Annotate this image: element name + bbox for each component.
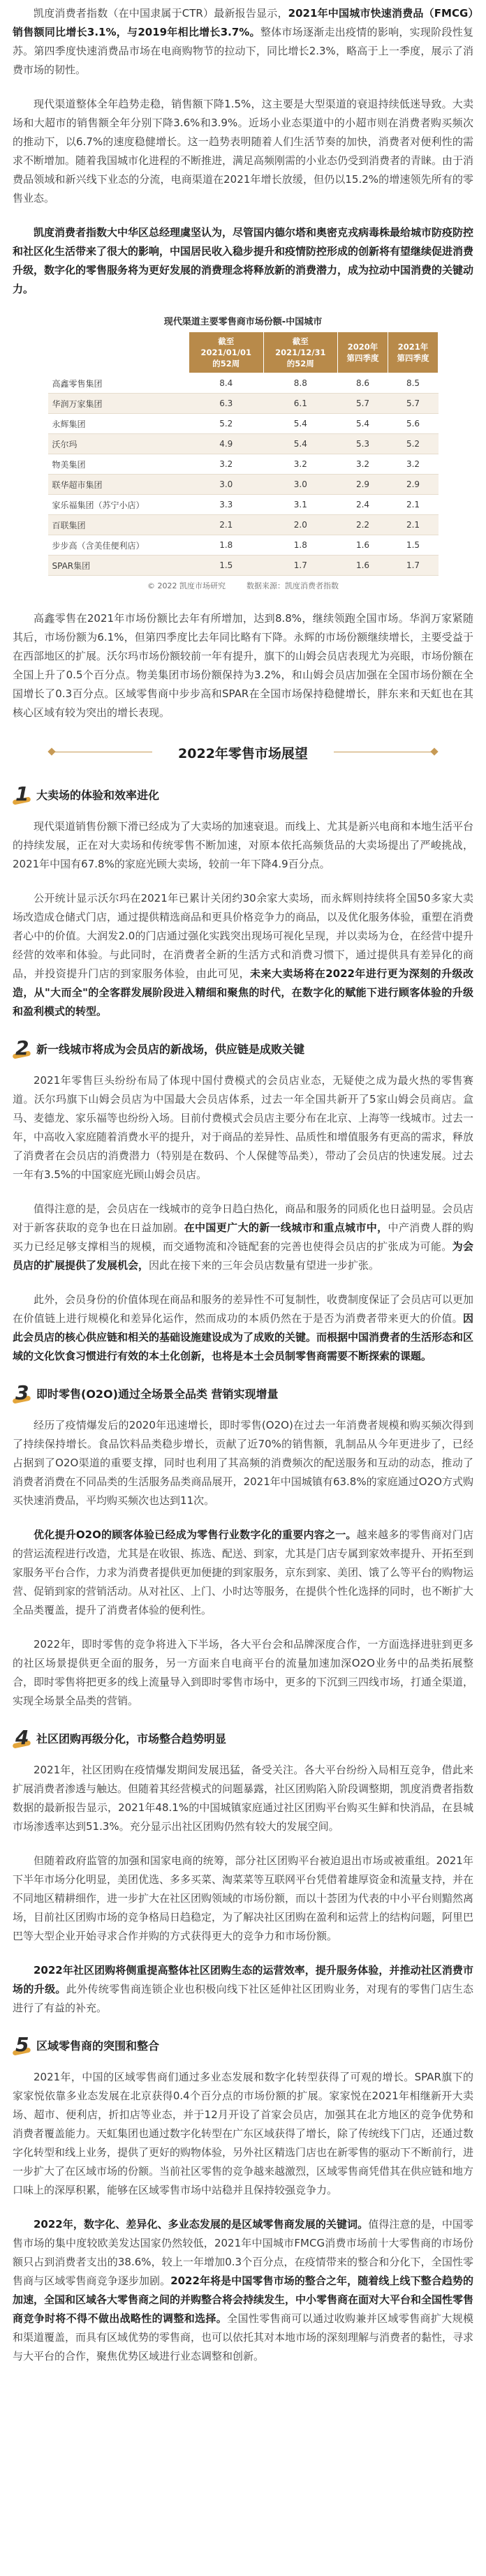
paragraph: 2022年社区团购将侧重提高整体社区团购生态的运营效率，提升服务体验，并推动社区消费市场的升级。此外传统零售商连锁企业也积极向线下社区延伸社区团购业务，对现有的零售门店生态进行了有益的补充。 — [13, 1964, 473, 2014]
share-value-cell: 2.9 — [338, 475, 388, 495]
subsection-heading-2 — [13, 1038, 473, 1059]
share-value-cell: 1.6 — [338, 556, 388, 576]
intro-paragraph-3: 凯度消费者指数大中华区总经理虞坚认为，尽管国内德尔塔和奥密克戎病毒株最给城市防疫防控和社区化生活带来了很大的影响，中国居民收入稳步提升和疫情防控形成的创新将有望继续促进消费升级，数字化的零售服务将为更好发展的消费理念将释放新的消费潜力，成为拉动中国消费的关键动力。 — [13, 226, 474, 295]
paragraph: 经历了疫情爆发后的2020年迅速增长，即时零售(O2O)在过去一年消费者规模和购买频次得到了持续保持增长。食品饮料品类稳步增长，贡献了近70%的销售额，乳制品从今年更进步了，已经占据到了O2O渠道的重要支撑，同时也利用了其高频的消费频次的配送服务和互动的动态，推动了消费者消费在不同品类的生活服务品类商品展开，2021年中国城镇有63.8%的家庭通过O2O方式购买快速消费品，平均购买频次也达到11次。 — [13, 1419, 473, 1507]
share-value-cell: 1.6 — [338, 535, 388, 556]
retailer-name-cell: 沃尔玛 — [48, 434, 189, 454]
share-value-cell: 2.1 — [189, 515, 264, 535]
number-badge-icon: 3 — [13, 1383, 32, 1404]
share-value-cell: 6.1 — [263, 394, 338, 414]
data-source-note: 数据来源：凯度消费者指数 — [246, 581, 339, 590]
share-value-cell: 8.8 — [263, 373, 338, 394]
subsection-heading-3 — [13, 1383, 473, 1404]
retailer-name-cell: 家乐福集团（苏宁小店） — [48, 495, 189, 515]
header-cell: 2021年 第四季度 — [388, 332, 439, 373]
table-row — [48, 475, 439, 495]
paragraph: 2021年，社区团购在疫情爆发期间发展迅猛，备受关注。各大平台纷纷入局相互竞争，借此来扩展消费者渗透与触达。但随着其经营模式的问题暴露，社区团购陷入阶段调整期，凯度消费者指数数据的最新报告显示，2021年48.1%的中国城镇家庭通过社区团购平台购买生鲜和快消品，在县城市场渗透率达到51.3%。充分显示出社区团购仍然有较大的发展空间。 — [13, 1764, 474, 1833]
paragraph: 但随着政府监管的加强和国家电商的统筹，部分社区团购平台被迫退出市场或被重组。2021年下半年市场分化明显，美团优选、多多买菜、淘菜菜等互联网平台凭借着雄厚资金和流量支持，并在不同地区精耕细作，进一步扩大在社区团购领域的市场份额，而以十荟团为代表的中小平台则黯然离场，目前社区团购市场的竞争格局日趋稳定，为了解决社区团购在盈利和运营上的结构问题，阿里巴巴等大型企业开始寻求合作并购的方式获得更大的竞争力和市场份额。 — [13, 1854, 474, 1942]
share-value-cell: 1.8 — [189, 535, 264, 556]
figure-source — [47, 580, 439, 591]
share-value-cell: 5.4 — [263, 434, 338, 454]
intro-paragraph-2: 现代渠道整体全年趋势走稳，销售额下降1.5%，这主要是大型渠道的衰退持续低迷导致。大卖场和大超市的销售额全年分别下降3.6%和3.9%。近场小业态渠道中的小超市则在消费者购买频次的推动下，以6.7%的速度稳健增长。这一趋势表明随着人们生活节奏的加快，消费者对便利性的需求不断增加。随着我国城市化进程的不断推进，满足高频刚需的小业态仍受到消费者的青睐。由于消费品领域和新兴线下业态的分流，电商渠道在2021年增长放缓，但仍以15.2%的增速领先所有的零售业态。 — [13, 98, 474, 204]
share-value-cell: 1.8 — [263, 535, 338, 556]
share-value-cell: 5.4 — [263, 414, 338, 434]
table-row — [48, 434, 439, 454]
retailer-name-cell: 高鑫零售集团 — [48, 373, 189, 394]
share-value-cell: 1.7 — [388, 556, 439, 576]
paragraph: 2022年，数字化、差异化、多业态发展的是区域零售商发展的关键词。值得注意的是，中国零售市场的集中度较欧美发达国家仍然较低，2021年中国城市FMCG消费市场前十大零售商的市场份额只占到消费者支出的38.6%，较上一年增加0.3个百分点，在疫情带来的整合和分化下，全国性零售商与区域零售商竞争逐步加剧。2022年将是中国零售市场的整合之年，随着线上线下整合趋势的加速，全国和区域各大零售商之间的并购整合将会持续发生，中小零售商在面对大平台和全国性零售商竞争时将不得不做出战略性的调整和选择。全国性零售商可以通过收购兼并区域零售商扩大规模和渠道覆盖，而具有区域优势的零售商，也可以依托其对本地市场的深刻理解与消费者的黏性，寻求与大平台的合作，聚焦优势区域进行业态调整和创新。 — [13, 2218, 474, 2362]
share-value-cell: 3.2 — [189, 454, 264, 475]
share-value-cell: 3.2 — [338, 454, 388, 475]
market-share-figure — [47, 314, 439, 591]
number-badge-icon: 2 — [13, 1038, 32, 1059]
section-title: 2022年零售市场展望 — [178, 746, 308, 761]
subsection-title: 即时零售(O2O)通过全场景全品类 营销实现增量 — [36, 1387, 279, 1401]
share-value-cell: 1.5 — [189, 556, 264, 576]
header-cell: 2020年 第四季度 — [338, 332, 388, 373]
number-badge-icon: 4 — [13, 1727, 32, 1748]
paragraph: 此外，会员身份的价值体现在商品和服务的差异性不可复制性，收费制度保证了会员店可以更加在价值链上进行规模化和差异化运作，然而成功的本质仍然在于是否为消费者带来更大的价值。因此会员店的核心供应链和相关的基础设施建设成为了成败的关键。而根据中国消费者的生活形态和区域的文化饮食习惯进行有效的本土化创新，也将是本土会员制零售商需要不断探索的课题。 — [13, 1293, 474, 1362]
share-value-cell: 3.3 — [189, 495, 264, 515]
market-share-table — [47, 332, 439, 576]
share-value-cell: 2.1 — [388, 515, 439, 535]
retailer-name-cell: 永辉集团 — [48, 414, 189, 434]
share-value-cell: 2.4 — [338, 495, 388, 515]
share-value-cell: 5.6 — [388, 414, 439, 434]
subsection-heading-1 — [13, 784, 473, 805]
share-value-cell: 8.5 — [388, 373, 439, 394]
table-row — [48, 495, 439, 515]
paragraph: 公开统计显示沃尔玛在2021年已累计关闭约30余家大卖场，而永辉则持续将全国50多家大卖场改造成仓储式门店，通过提供精选商品和更具价格竞争力的商品，以及优化服务体验，重塑在消费者心中的价值。大润发2.0的门店通过强化实践突出现场可视化呈现，并以卖场为仓，在经营中提升经营的效率和体验。与此同时，在消费者全新的生活方式和消费习惯下，通过提供具有差异化的商品，并投资提升门店的到家服务体验，由此可见，未来大卖场将在2022年进行更为深刻的升级改造，从"大而全"的全客群发展阶段进入精细和聚焦的时代，在数字化的赋能下进行顾客体验的升级和盈利模式的转型。 — [13, 892, 474, 1018]
paragraph: 2022年，即时零售的竞争将进入下半场，各大平台会和品牌深度合作，一方面选择进驻到更多的社区场景提供更全面的服务，另一方面来自电商平台的流量加速加深O2O业务中的品类拓展整合，即时零售将把更多的线上流量导入到即时零售市场中，更多的下沉到三四线市场，打通全渠道，实现全场景全品类的营销。 — [13, 1638, 474, 1707]
number-badge-icon: 5 — [13, 2034, 32, 2055]
table-row — [48, 414, 439, 434]
subsection-title: 新一线城市将成为会员店的新战场，供应链是成败关键 — [36, 1042, 305, 1056]
paragraph: 2021年，中国的区域零售商们通过多业态发展和数字化转型获得了可观的增长。SPAR旗下的家家悦依靠多业态发展在北京获得0.4个百分点的市场份额的扩展。家家悦在2021年相继新开大卖场、超市、便利店，折扣店等业态，并于12月开设了首家会员店，加强其在北方地区的竞争优势和消费者覆盖能力。天虹集团也通过数字化转型在广东区域获得了增长，除了传统线下门店，还通过数字化转型和线上业务，提供了更好的购物体验，另外社区精选门店也在新零售的驱动下不断前行，进一步扩大了在区域市场的份额。当前社区零售的竞争越来越激烈，区域零售商凭借其在供应链和地方口味上的深厚积累，能够在区域零售市场中站稳并且保持较强竞争力。 — [13, 2071, 474, 2196]
retailer-name-cell: 联华超市集团 — [48, 475, 189, 495]
share-value-cell: 6.3 — [189, 394, 264, 414]
table-row — [48, 373, 439, 394]
intro-paragraph-1: 凯度消费者指数（在中国隶属于CTR）最新报告显示，2021年中国城市快速消费品（FMCG）销售额同比增长3.1%，与2019年相比增长3.7%。整体市场逐渐走出疫情的影响，实现阶段性复苏。第四季度快速消费品市场在电商购物节的拉动下，同比增长2.3%，略高于上一季度，展示了消费市场的韧性。 — [13, 7, 473, 76]
table-row — [48, 454, 439, 475]
share-value-cell: 5.3 — [338, 434, 388, 454]
share-value-cell: 8.4 — [189, 373, 264, 394]
share-value-cell: 1.7 — [263, 556, 338, 576]
section-banner — [13, 738, 473, 766]
paragraph: 现代渠道销售份额下滑已经成为了大卖场的加速衰退。而线上、尤其是新兴电商和本地生活平台的持续发展，正在对大卖场和传统零售不断加速，对原本依托高频货品的大卖场提出了严峻挑战，2021年中国有67.8%的家庭光顾大卖场，较前一年下降4.9百分点。 — [13, 820, 474, 870]
subsection-title: 区域零售商的突围和整合 — [36, 2039, 160, 2053]
share-value-cell: 5.2 — [388, 434, 439, 454]
share-value-cell: 3.0 — [263, 475, 338, 495]
header-cell: 截至 2021/01/01 的52周 — [189, 332, 264, 373]
retailer-analysis-paragraph: 高鑫零售在2021年市场份额比去年有所增加，达到8.8%，继续领跑全国市场。华润万家紧随其后，市场份额为6.1%，但第四季度比去年同比略有下降。永辉的市场份额继续增长，主要受益于在西部地区的扩展。沃尔玛市场份额较前一年有提升，旗下的山姆会员店表现尤为亮眼，市场份额在全国上升了0.5个百分点。物美集团市场份额保持为3.2%，和山姆会员店加强在全国市场份额在全国增长了0.3百分点。区域零售商中步步高和SPAR在全国市场保持稳健增长，胖东来和天虹也在其核心区域有较为突出的增长表现。 — [13, 612, 474, 719]
header-cell — [48, 332, 189, 373]
share-value-cell: 2.0 — [263, 515, 338, 535]
table-row — [48, 535, 439, 556]
table-row — [48, 515, 439, 535]
table-row — [48, 394, 439, 414]
share-value-cell: 2.2 — [338, 515, 388, 535]
share-value-cell: 5.2 — [189, 414, 264, 434]
share-value-cell: 3.2 — [388, 454, 439, 475]
retailer-name-cell: 步步高（含美佳便利店） — [48, 535, 189, 556]
share-value-cell: 5.7 — [338, 394, 388, 414]
table-title: 现代渠道主要零售商市场份额-中国城市 — [163, 317, 323, 327]
retailer-name-cell: SPAR集团 — [48, 556, 189, 576]
paragraph: 值得注意的是，会员店在一线城市的竞争日趋白热化，商品和服务的同质化也日益明显。会员店对于新客获取的竞争也在日益加剧。在中国更广大的新一线城市和重点城市中，中产消费人群的购买力已经足够支撑相当的规模，而交通物流和冷链配套的完善也使得会员店的扩张成为可能。为会员店的扩展提供了发展机会，因此在接下来的三年会员店数量有望进一步扩张。 — [13, 1203, 474, 1272]
table-header-row — [48, 332, 439, 373]
share-value-cell: 2.1 — [388, 495, 439, 515]
subsection-title: 社区团购再级分化，市场整合趋势明显 — [36, 1732, 227, 1745]
share-value-cell: 1.5 — [388, 535, 439, 556]
number-badge-icon: 1 — [13, 784, 32, 805]
subsection-heading-4 — [13, 1727, 473, 1748]
share-value-cell: 2.9 — [388, 475, 439, 495]
share-value-cell: 8.6 — [338, 373, 388, 394]
retailer-name-cell: 百联集团 — [48, 515, 189, 535]
share-value-cell: 4.9 — [189, 434, 264, 454]
share-value-cell: 5.7 — [388, 394, 439, 414]
subsection-heading-5 — [13, 2034, 473, 2055]
retailer-name-cell: 物美集团 — [48, 454, 189, 475]
header-cell: 截至 2021/12/31 的52周 — [263, 332, 338, 373]
paragraph: 2021年零售巨头纷纷布局了体现中国付费模式的会员店业态，无疑使之成为最火热的零售赛道。沃尔玛旗下山姆会员店为中国最大会员店体系，过去一年全国共新开了5家山姆会员商店。盒马、麦德龙、家乐福等也纷纷入场。目前付费模式会员店主要分布在北京、上海等一线城市。过去一年，中高收入家庭随着消费水平的提升，对于商品的差异性、品质性和增值服务有更高的需求，释放了消费者在会员店的消费潜力（特别是在数码、个人保健等品类），带动了会员店的快速发展。过去一年有3.5%的中国家庭光顾山姆会员店。 — [13, 1074, 474, 1181]
share-value-cell: 3.0 — [189, 475, 264, 495]
subsection-title: 大卖场的体验和效率进化 — [36, 788, 160, 802]
copyright-note: © 2022 凯度市场研究 — [147, 581, 226, 590]
retailer-name-cell: 华润万家集团 — [48, 394, 189, 414]
table-row — [48, 556, 439, 576]
share-value-cell: 3.2 — [263, 454, 338, 475]
share-value-cell: 3.1 — [263, 495, 338, 515]
share-value-cell: 5.4 — [338, 414, 388, 434]
paragraph: 优化提升O2O的顾客体验已经成为零售行业数字化的重要内容之一。越来越多的零售商对门店的营运流程进行改造，尤其是在收银、拣选、配送、到家，尤其是门店专属到家效率提升、开拓至到家服务平台合作，力求为消费者提供更加便捷的到家服务，京东到家、美团、饿了么等平台的购物运营、促销到家的营销活动。从对社区、上门、小时达等服务，在提供个性化选择的同时，也不断扩大全品类覆盖，提升了消费者体验的便利性。 — [13, 1528, 474, 1616]
